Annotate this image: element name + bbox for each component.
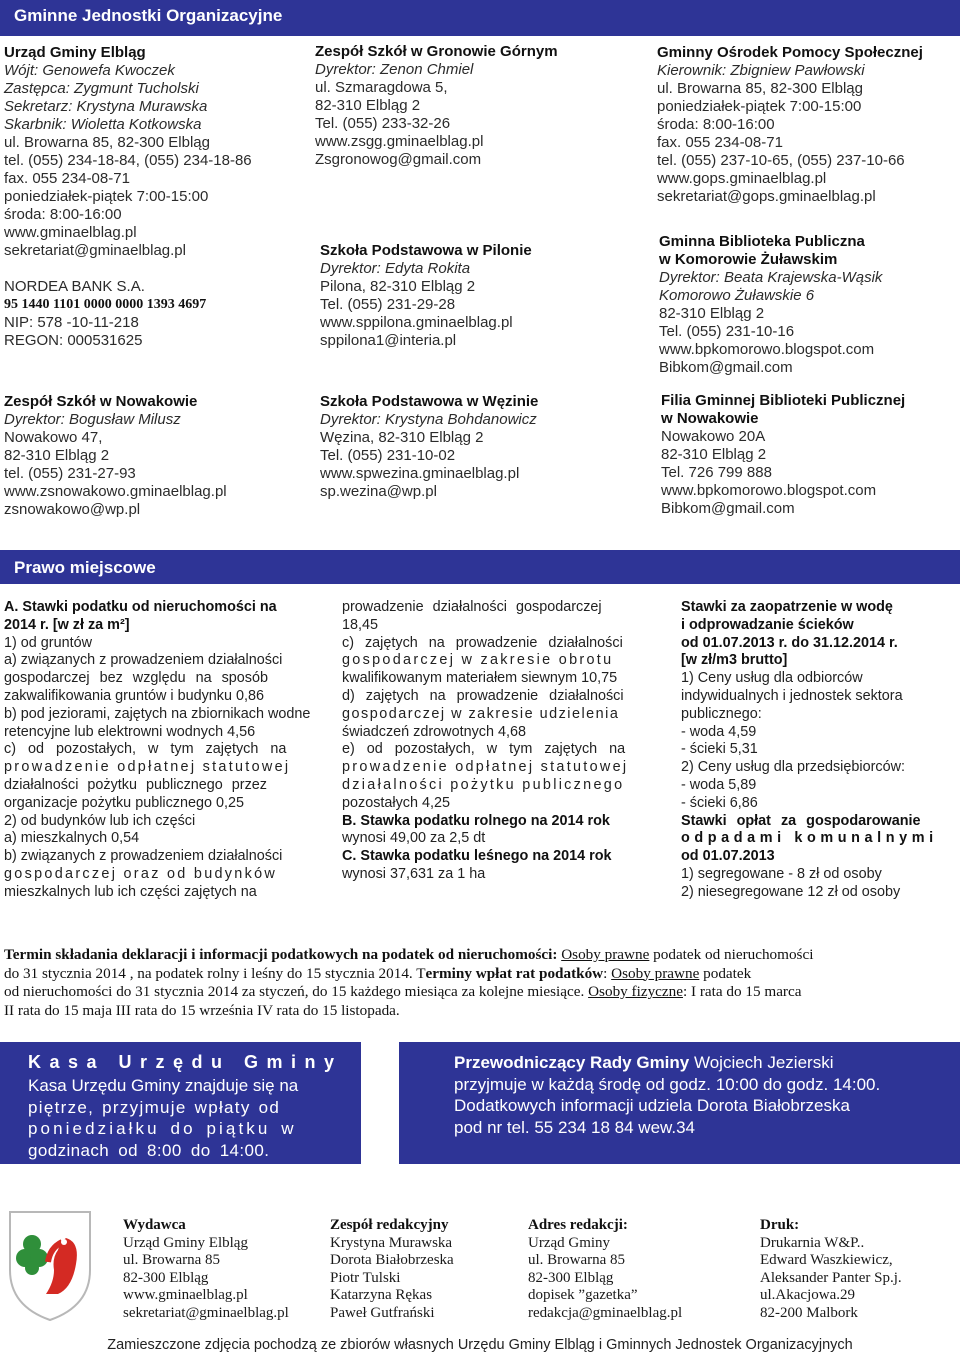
- gops-name: Gminny Ośrodek Pomocy Społecznej: [657, 44, 923, 61]
- legal-entities-label: Osoby prawne: [611, 964, 700, 982]
- section-title: Prawo miejscowe: [14, 558, 156, 577]
- printer-line: Edward Waszkiewicz,: [760, 1252, 893, 1268]
- section-header-law: [0, 550, 960, 584]
- law-line: B. Stawka podatku rolnego na 2014 rok: [342, 812, 610, 829]
- law-line: działalności pożytku publicznego przez: [4, 776, 267, 793]
- school-phone: Tel. (055) 231-10-02: [320, 447, 456, 464]
- library-block: [659, 233, 959, 377]
- school-address: Pilona, 82-310 Elbląg 2: [320, 278, 476, 295]
- school-website-link[interactable]: www.spwezina.gminaelblag.pl: [320, 465, 520, 482]
- branch-email-link[interactable]: Bibkom@gmail.com: [661, 500, 795, 517]
- urzad-name: Urząd Gminy Elbląg: [4, 44, 146, 61]
- deadline-text: podatek: [699, 964, 752, 982]
- library-website-link[interactable]: www.bpkomorowo.blogspot.com: [659, 341, 875, 358]
- law-line: - woda 5,89: [681, 776, 757, 793]
- cash-desk-line: piętrze, przyjmuje wpłaty od: [28, 1097, 281, 1117]
- school-email-link[interactable]: sp.wezina@wp.pl: [320, 483, 437, 500]
- deadline-text: : I rata do 15 marca: [682, 983, 802, 1000]
- email-link[interactable]: sekretariat@gminaelblag.pl: [4, 242, 186, 259]
- nip: NIP: 578 -10-11-218: [4, 314, 139, 331]
- wednesday-hours-line: środa: 8:00-16:00: [4, 206, 122, 223]
- law-line: wynosi 37,631 za 1 ha: [342, 865, 486, 882]
- secretary-line: Sekretarz: Krystyna Murawska: [4, 98, 208, 115]
- wojt-line: Wójt: Genowefa Kwoczek: [4, 62, 175, 79]
- editorial-email-link[interactable]: redakcja@gminaelblag.pl: [528, 1304, 683, 1321]
- property-tax-column-continued: [342, 599, 658, 884]
- payment-deadlines-label: erminy wpłat rat podatków: [425, 964, 604, 982]
- school-director: Dyrektor: Bogusław Milusz: [4, 411, 181, 428]
- deadline-text: do 31 stycznia 2014 , na podatek rolny i leśny do 15 stycznia 2014. T: [4, 964, 426, 982]
- printer-line: ul.Akacjowa.29: [760, 1287, 855, 1303]
- water-waste-column: [681, 599, 956, 902]
- law-line: indywidualnych i jednostek sektora: [681, 687, 903, 704]
- law-line: publicznego:: [681, 705, 762, 722]
- branch-location: w Nowakowie: [661, 410, 759, 427]
- address-line: 82-300 Elbląg: [528, 1269, 614, 1286]
- school-postcode: 82-310 Elbląg 2: [315, 97, 421, 114]
- bank-account: 95 1440 1101 0000 0000 1393 4697: [4, 297, 207, 312]
- library-postcode: 82-310 Elbląg 2: [659, 305, 765, 322]
- urzad-gminy-block: [4, 44, 304, 350]
- deadline-text: II rata do 15 maja III rata do 15 września IV rata do 15 listopada.: [4, 1001, 400, 1019]
- law-line: od 01.07.2013 r. do 31.12.2014 r.: [681, 634, 898, 651]
- law-line: prowadzenie odpłatnej statutowej: [342, 759, 629, 776]
- law-line: c) od pozostałych, w tym zajętych na: [4, 741, 287, 758]
- publisher-block: [123, 1217, 323, 1322]
- publisher-email-link[interactable]: sekretariat@gminaelblag.pl: [123, 1304, 289, 1321]
- law-line: b) związanych z prowadzeniem działalności: [4, 848, 283, 865]
- school-phone: tel. (055) 231-27-93: [4, 465, 136, 482]
- council-line: pod nr tel. 55 234 18 84 wew.34: [454, 1117, 696, 1137]
- bank-name: NORDEA BANK S.A.: [4, 278, 145, 295]
- editorial-address-block: [528, 1217, 738, 1322]
- library-phone: Tel. (055) 231-10-16: [659, 323, 795, 340]
- cash-desk-line: poniedziałku do piątku w: [28, 1119, 297, 1139]
- branch-phone: Tel. 726 799 888: [661, 464, 772, 481]
- library-location: w Komorowie Żuławskim: [659, 251, 838, 268]
- publisher-line: Urząd Gminy Elbląg: [123, 1234, 248, 1251]
- publisher-line: 82-300 Elbląg: [123, 1269, 209, 1286]
- law-line: - ścieki 6,86: [681, 794, 758, 811]
- team-member: Piotr Tulski: [330, 1269, 401, 1286]
- printer-title: Druk:: [760, 1217, 800, 1233]
- gops-hours: poniedziałek-piątek 7:00-15:00: [657, 98, 862, 115]
- council-chair-box: [399, 1042, 960, 1164]
- school-phone: Tel. (055) 233-32-26: [315, 115, 451, 132]
- team-member: Paweł Gutfrański: [330, 1304, 435, 1321]
- regon: REGON: 000531625: [4, 332, 143, 349]
- team-member: Krystyna Murawska: [330, 1234, 453, 1251]
- school-name: Szkoła Podstawowa w Pilonie: [320, 242, 532, 259]
- printer-line: Aleksander Panter Sp.j.: [760, 1269, 902, 1286]
- law-line: pozostałych 4,25: [342, 794, 451, 811]
- printer-line: 82-200 Malbork: [760, 1304, 858, 1321]
- law-line: a) mieszkalnych 0,54: [4, 830, 140, 847]
- law-line: 2) niesegregowane 12 zł od osoby: [681, 883, 901, 900]
- deadline-text: podatek od nieruchomości: [649, 946, 814, 963]
- school-website-link[interactable]: www.zsgg.gminaelblag.pl: [315, 133, 484, 150]
- deadline-intro: Termin składania deklaracji i informacji podatkowych na podatek od nieruchomości:: [4, 946, 558, 963]
- hours-line: poniedziałek-piątek 7:00-15:00: [4, 188, 209, 205]
- deadlines-paragraph: [4, 946, 956, 1020]
- library-branch-block: [661, 392, 956, 518]
- address-line: dopisek ”gazetka”: [528, 1287, 638, 1303]
- law-line: - ścieki 5,31: [681, 741, 758, 758]
- school-phone: Tel. (055) 231-29-28: [320, 296, 456, 313]
- law-line: 18,45: [342, 616, 379, 633]
- law-line: 2014 r. [w zł za m²]: [4, 616, 130, 633]
- gops-fax: fax. 055 234-08-71: [657, 134, 783, 151]
- law-line: d) zajętych na prowadzenie działalności: [342, 687, 624, 704]
- address-line: Urząd Gminy: [528, 1234, 611, 1251]
- deadline-text: od nieruchomości do 31 stycznia 2014 za styczeń, do 15 każdego miesiąca za kolejne miesiące.: [4, 983, 589, 1000]
- editorial-address-title: Adres redakcji:: [528, 1217, 628, 1233]
- law-line: prowadzenie odpłatnej statutowej: [4, 759, 291, 776]
- law-line: mieszkalnych lub ich części zajętych na: [4, 883, 257, 900]
- law-line: c) zajętych na prowadzenie działalności: [342, 634, 623, 651]
- gops-address: ul. Browarna 85, 82-300 Elbląg: [657, 80, 863, 97]
- law-line: odpadami komunalnymi: [681, 830, 938, 847]
- law-line: 2) od budynków lub ich części: [4, 812, 196, 829]
- law-line: organizacje pożytku publicznego 0,25: [4, 794, 245, 811]
- school-email-link[interactable]: Zsgronowog@gmail.com: [315, 151, 482, 168]
- team-member: Dorota Białobrzeska: [330, 1252, 454, 1268]
- school-email-link[interactable]: zsnowakowo@wp.pl: [4, 501, 141, 518]
- publisher-website-link[interactable]: www.gminaelblag.pl: [123, 1287, 248, 1303]
- law-line: gospodarczej w zakresie udzielenia: [342, 705, 620, 722]
- gronowo-school-block: [315, 43, 635, 169]
- library-email-link[interactable]: Bibkom@gmail.com: [659, 359, 793, 376]
- editorial-team-title: Zespół redakcyjny: [330, 1217, 449, 1233]
- school-director: Dyrektor: Edyta Rokita: [320, 260, 471, 277]
- wezina-school-block: [320, 393, 640, 501]
- school-address: ul. Szmaragdowa 5,: [315, 79, 448, 96]
- law-line: gospodarczej oraz od budynków: [4, 865, 278, 882]
- photo-credits: Zamieszczone zdjęcia pochodzą ze zbiorów własnych Urzędu Gminy Elbląg i Gminnych Jednostek Organizacyjnych: [107, 1337, 853, 1353]
- printer-block: [760, 1217, 955, 1322]
- cash-desk-line: godzinach od 8:00 do 14:00.: [28, 1140, 270, 1160]
- gops-wednesday-hours: środa: 8:00-16:00: [657, 116, 775, 133]
- publisher-title: Wydawca: [123, 1217, 186, 1233]
- library-name: Gminna Biblioteka Publiczna: [659, 233, 865, 250]
- website-link[interactable]: www.gminaelblag.pl: [4, 224, 137, 241]
- deputy-line: Zastępca: Zygmunt Tucholski: [4, 80, 199, 97]
- council-chair-name: Wojciech Jezierski: [689, 1053, 834, 1072]
- law-line: kwalifikowanym materiałem siewnym 10,75: [342, 670, 618, 687]
- address-line: ul. Browarna 85, 82-300 Elbląg: [4, 134, 210, 151]
- cash-desk-box: [0, 1042, 361, 1164]
- gops-phone: tel. (055) 237-10-65, (055) 237-10-66: [657, 152, 905, 169]
- branch-name: Filia Gminnej Biblioteki Publicznej: [661, 392, 906, 409]
- law-line: Stawki za zaopatrzenie w wodę: [681, 599, 893, 615]
- council-line: przyjmuje w każdą środę od godz. 10:00 do godz. 14:00.: [454, 1074, 881, 1094]
- school-email-link[interactable]: sppilona1@interia.pl: [320, 332, 457, 349]
- law-line: gospodarczej bez względu na sposób: [4, 670, 269, 687]
- law-line: prowadzenie działalności gospodarczej: [342, 599, 602, 615]
- section-title: Gminne Jednostki Organizacyjne: [14, 6, 283, 25]
- editorial-team-block: [330, 1217, 520, 1322]
- law-line: gospodarczej w zakresie obrotu: [342, 652, 614, 669]
- pilona-school-block: [320, 242, 640, 350]
- school-address: Nowakowo 47,: [4, 429, 103, 446]
- school-name: Szkoła Podstawowa w Węzinie: [320, 393, 539, 410]
- school-postcode: 82-310 Elbląg 2: [4, 447, 110, 464]
- council-line: Dodatkowych informacji udziela Dorota Białobrzeska: [454, 1096, 850, 1115]
- gops-block: [657, 44, 957, 206]
- legal-entities-label: Osoby prawne: [561, 946, 650, 963]
- law-line: 2) Ceny usług dla przedsiębiorców:: [681, 759, 905, 776]
- branch-postcode: 82-310 Elbląg 2: [661, 446, 767, 463]
- fax-line: fax. 055 234-08-71: [4, 170, 130, 187]
- address-line: ul. Browarna 85: [528, 1252, 626, 1268]
- law-line: - woda 4,59: [681, 723, 757, 740]
- law-line: od 01.07.2013: [681, 848, 775, 865]
- property-tax-column: [4, 599, 320, 902]
- law-line: C. Stawka podatku leśnego na 2014 rok: [342, 848, 612, 865]
- law-line: zakwalifikowania gruntów i budynku 0,86: [4, 687, 264, 704]
- school-director: Dyrektor: Krystyna Bohdanowicz: [320, 411, 537, 428]
- natural-persons-label: Osoby fizyczne: [588, 983, 683, 1000]
- cash-desk-line: Kasa Urzędu Gminy znajduje się na: [28, 1076, 299, 1095]
- section-header-units: [0, 0, 960, 36]
- branch-address: Nowakowo 20A: [661, 428, 766, 445]
- law-line: A. Stawki podatku od nieruchomości na: [4, 599, 277, 615]
- publisher-line: ul. Browarna 85: [123, 1252, 221, 1268]
- law-line: e) od pozostałych, w tym zajętych na: [342, 741, 626, 758]
- law-line: 1) Ceny usług dla odbiorców: [681, 670, 863, 687]
- library-place: Komorowo Żuławskie 6: [659, 287, 815, 304]
- council-chair-title: Przewodniczący Rady Gminy: [454, 1053, 690, 1072]
- school-name: Zespół Szkół w Gronowie Górnym: [315, 43, 558, 60]
- school-name: Zespół Szkół w Nowakowie: [4, 393, 198, 410]
- gops-website-link[interactable]: www.gops.gminaelblag.pl: [657, 170, 827, 187]
- law-line: [w zł/m3 brutto]: [681, 652, 788, 669]
- law-line: a) związanych z prowadzeniem działalności: [4, 652, 283, 669]
- school-address: Węzina, 82-310 Elbląg 2: [320, 429, 484, 446]
- coat-of-arms-logo: [6, 1208, 94, 1323]
- law-line: b) pod jeziorami, zajętych na zbiornikach wodne: [4, 705, 311, 722]
- library-director: Dyrektor: Beata Krajewska-Wąsik: [659, 269, 883, 286]
- printer-line: Drukarnia W&P..: [760, 1234, 865, 1251]
- deadline-text: :: [603, 964, 612, 982]
- law-line: retencyjne lub elektrowni wodnych 4,56: [4, 723, 256, 740]
- school-website-link[interactable]: www.zsnowakowo.gminaelblag.pl: [4, 483, 227, 500]
- law-line: wynosi 49,00 za 2,5 dt: [342, 830, 486, 847]
- law-line: 1) segregowane - 8 zł od osoby: [681, 865, 882, 882]
- branch-website-link[interactable]: www.bpkomorowo.blogspot.com: [661, 482, 877, 499]
- law-line: Stawki opłat za gospodarowanie: [681, 812, 921, 829]
- treasurer-line: Skarbnik: Wioletta Kotkowska: [4, 116, 202, 133]
- school-director: Dyrektor: Zenon Chmiel: [315, 61, 474, 78]
- phone-line: tel. (055) 234-18-84, (055) 234-18-86: [4, 152, 252, 169]
- law-line: 1) od gruntów: [4, 634, 92, 651]
- team-member: Katarzyna Rękas: [330, 1287, 433, 1303]
- nowakowo-school-block: [4, 393, 304, 519]
- cash-desk-title: Kasa Urzędu Gminy: [28, 1052, 343, 1072]
- law-line: i odprowadzanie ścieków: [681, 616, 854, 633]
- gops-head: Kierownik: Zbigniew Pawłowski: [657, 62, 865, 79]
- school-website-link[interactable]: www.sppilona.gminaelblag.pl: [320, 314, 513, 331]
- gops-email-link[interactable]: sekretariat@gops.gminaelblag.pl: [657, 188, 876, 205]
- law-line: świadczeń zdrowotnych 4,68: [342, 723, 526, 740]
- law-line: działalności pożytku publicznego: [342, 776, 625, 793]
